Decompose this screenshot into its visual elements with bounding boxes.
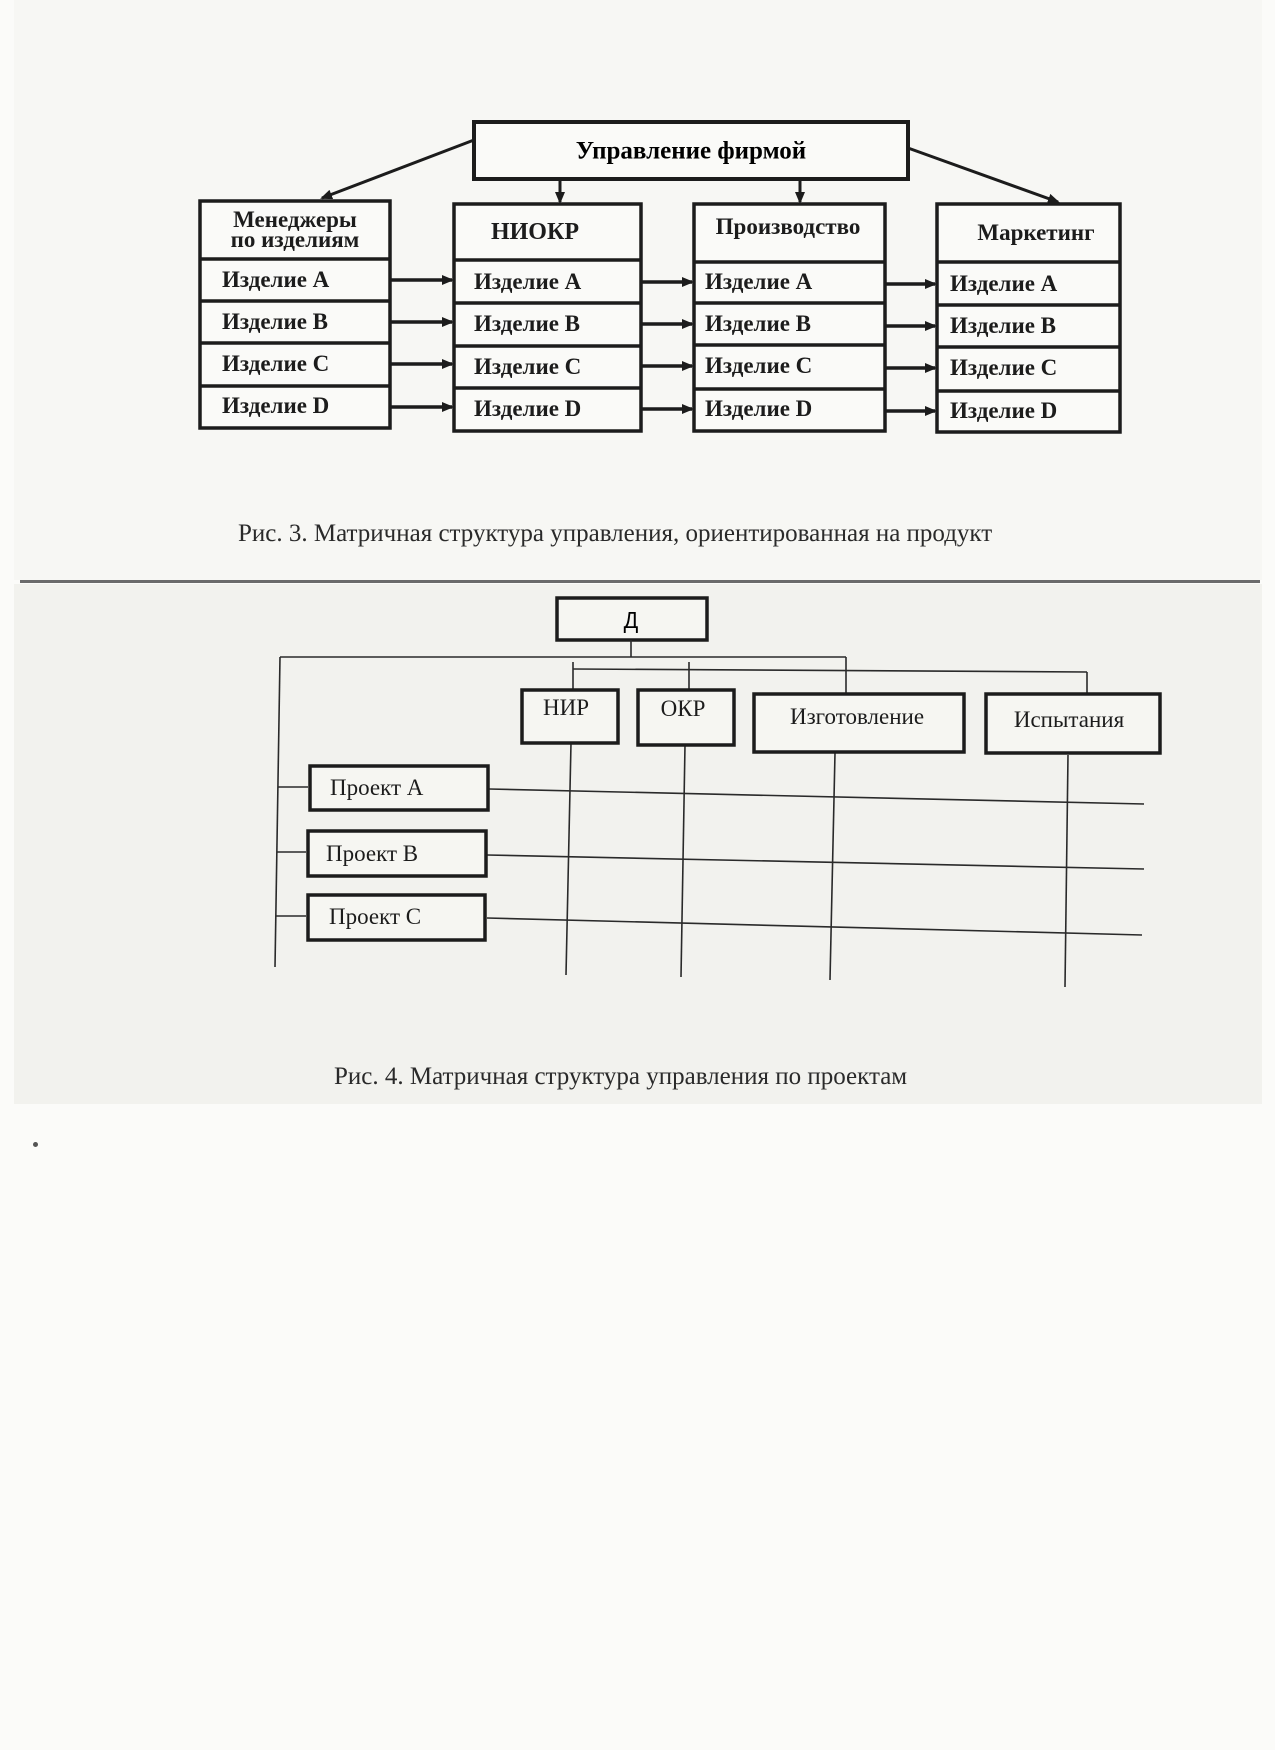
fig3-niokr-item: Изделие A <box>474 269 582 294</box>
fig3-header-production: Производство <box>715 214 861 239</box>
scan-speck <box>33 1142 38 1147</box>
fig4-top-box <box>557 598 707 640</box>
fig4-project-label: Проект B <box>326 841 419 866</box>
fig3-niokr-item: Изделие C <box>474 354 582 379</box>
fig3-production-item: Изделие C <box>705 353 813 378</box>
fig4-department-label: Изготовление <box>789 704 925 729</box>
fig4-diagram <box>275 598 1160 987</box>
fig3-header-managers-line1: Менеджеры <box>233 207 357 232</box>
fig3-managers-item: Изделие A <box>222 267 330 292</box>
fig3-marketing-item: Изделие D <box>950 398 1058 423</box>
fig3-marketing-item: Изделие B <box>950 313 1057 338</box>
fig3-top-box <box>474 122 908 179</box>
fig4-caption: Рис. 4. Матричная структура управления по проектам <box>334 1063 908 1090</box>
fig3-caption: Рис. 3. Матричная структура управления, ориентированная на продукт <box>238 520 993 547</box>
fig3-marketing-item: Изделие A <box>950 271 1058 296</box>
fig3-header-managers-line2: по изделиям <box>230 227 360 252</box>
fig4-department-label: НИР <box>542 695 590 720</box>
fig3-production-item: Изделие D <box>705 396 813 421</box>
fig3-managers-item: Изделие D <box>222 393 330 418</box>
fig3-production-item: Изделие B <box>705 311 812 336</box>
fig3-managers-item: Изделие C <box>222 351 330 376</box>
fig3-managers-item: Изделие B <box>222 309 329 334</box>
fig4-project-label: Проект A <box>330 775 424 800</box>
fig3-diagram <box>200 122 1120 432</box>
fig4-top-label: Д <box>623 609 639 636</box>
fig3-niokr-item: Изделие D <box>474 396 582 421</box>
fig3-header-marketing: Маркетинг <box>977 220 1095 245</box>
fig3-header-niokr: НИОКР <box>490 219 580 245</box>
fig3-top-label: Управление фирмой <box>575 137 807 165</box>
fig3-niokr-item: Изделие B <box>474 311 581 336</box>
fig4-department-label: ОКР <box>660 696 706 721</box>
fig4-department-label: Испытания <box>1013 707 1125 732</box>
fig4-project-label: Проект C <box>329 904 422 929</box>
fig3-marketing-item: Изделие C <box>950 355 1058 380</box>
fig3-production-item: Изделие A <box>705 269 813 294</box>
